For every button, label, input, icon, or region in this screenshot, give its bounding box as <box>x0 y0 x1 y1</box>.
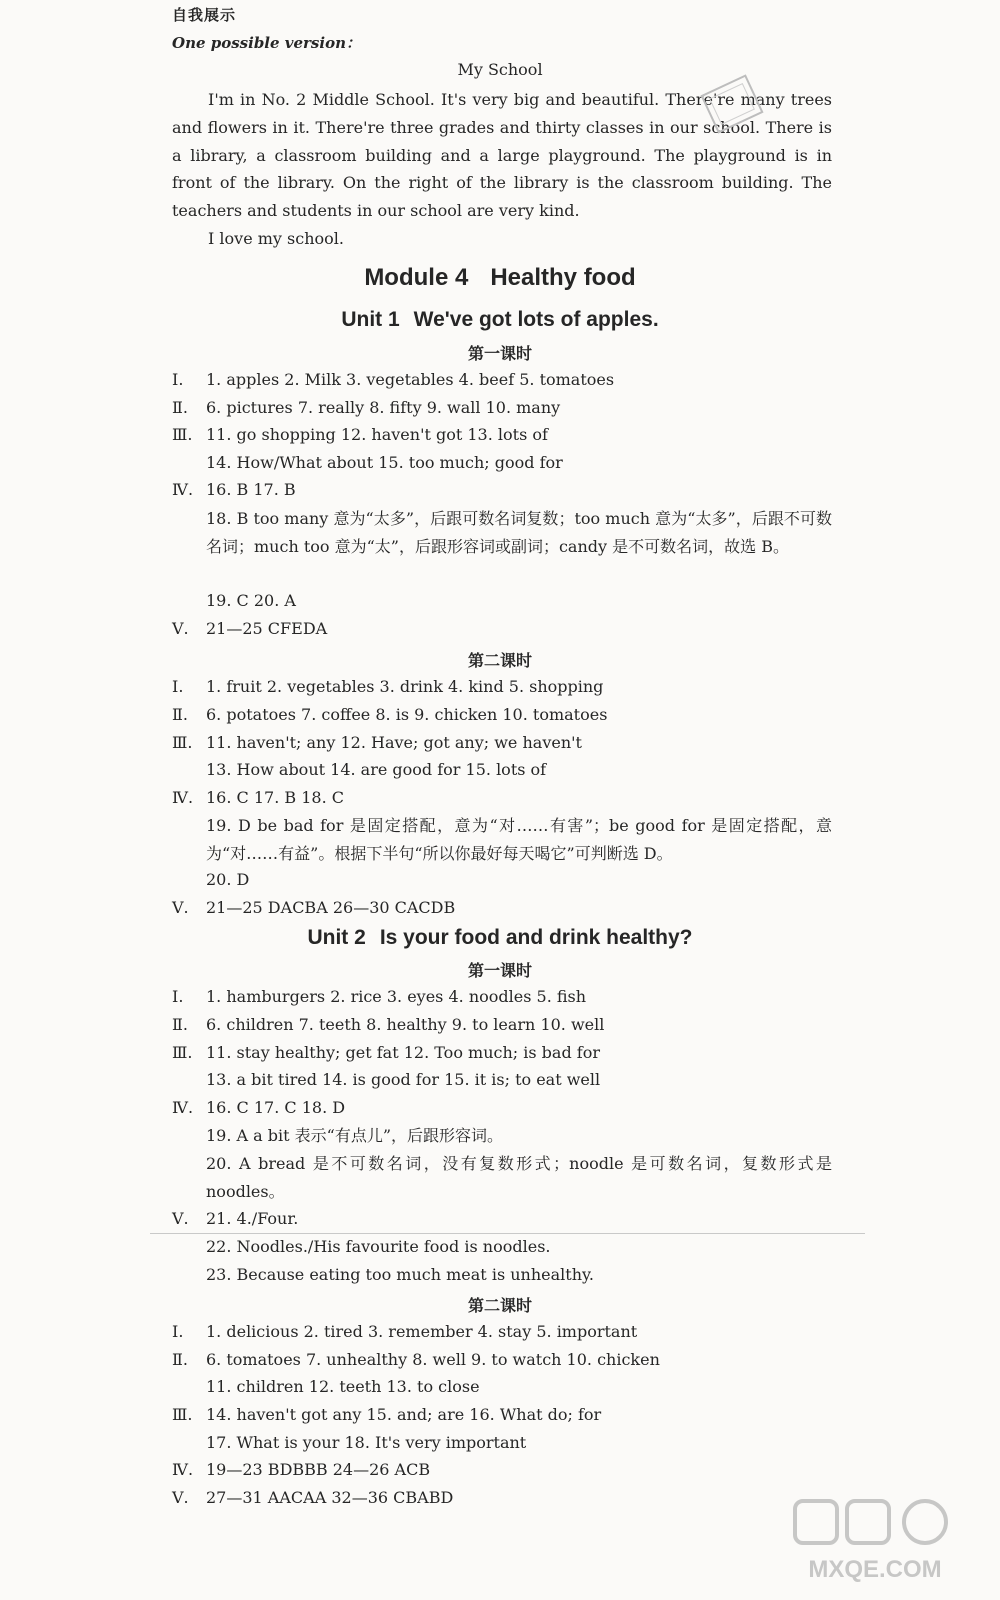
roman-numeral: Ⅳ. <box>172 480 194 499</box>
roman-numeral: Ⅰ. <box>172 677 184 696</box>
roman-numeral: Ⅲ. <box>172 1405 193 1424</box>
answer-row <box>172 987 586 1006</box>
roman-numeral: Ⅳ. <box>172 788 194 807</box>
unit-name: Is your food and drink healthy? <box>379 926 693 949</box>
answer-row <box>172 1405 601 1424</box>
answer-text: 16. C 17. B 18. C <box>206 788 345 807</box>
answer-row <box>172 898 455 917</box>
lesson-title: 第一课时 <box>467 961 532 980</box>
answer-text: 11. go shopping 12. haven't got 13. lots of <box>206 425 548 444</box>
roman-numeral: Ⅴ. <box>172 898 189 917</box>
module-label: Module 4 <box>364 264 469 291</box>
unit-name: We've got lots of apples. <box>413 308 659 331</box>
answer-continuation: 19. C 20. A <box>206 591 296 610</box>
answer-continuation: 13. a bit tired 14. is good for 15. it is; to eat well <box>206 1070 601 1089</box>
roman-numeral: Ⅴ. <box>172 1488 189 1507</box>
essay-paragraph: I'm in No. 2 Middle School. It's very big and beautiful. There're many trees and flowers in it. There're three grades and thirty classes in our school. There is a library, a classroom building and a large playground. The playground is in front of the library. On the right of the library is the classroom building. The teachers and students in our school are very kind. <box>172 90 832 221</box>
answer-text: 21. 4./Four. <box>206 1209 299 1228</box>
answer-row <box>172 1350 660 1369</box>
answer-text: 21—25 CFEDA <box>206 619 328 638</box>
answer-row <box>172 705 607 724</box>
answer-continuation: 22. Noodles./His favourite food is noodles. <box>206 1237 551 1256</box>
answer-continuation: 14. How/What about 15. too much; good for <box>206 453 563 472</box>
answer-row <box>172 677 603 696</box>
answer-row <box>172 370 614 389</box>
roman-numeral: Ⅲ. <box>172 425 193 444</box>
module-title <box>0 264 1000 292</box>
lesson-title: 第一课时 <box>467 344 532 363</box>
roman-numeral: Ⅰ. <box>172 1322 184 1341</box>
unit-label: Unit 2 <box>307 926 366 949</box>
roman-numeral: Ⅴ. <box>172 619 189 638</box>
roman-numeral: Ⅳ. <box>172 1098 194 1117</box>
unit2-title <box>0 926 1000 950</box>
answer-text: 16. C 17. C 18. D <box>206 1098 346 1117</box>
answer-row <box>172 1488 453 1507</box>
roman-numeral: Ⅰ. <box>172 370 184 389</box>
roman-numeral: Ⅴ. <box>172 1209 189 1228</box>
divider <box>150 1233 865 1234</box>
essay-title: My School <box>457 60 543 79</box>
answer-continuation: 23. Because eating too much meat is unhealthy. <box>206 1265 595 1284</box>
answer-explanation: 19. D be bad for 是固定搭配，意为“对……有害”；be good for 是固定搭配，意为“对……有益”。根据下半句“所以你最好每天喝它”可判断选 D。 <box>206 816 832 863</box>
answer-text: 1. hamburgers 2. rice 3. eyes 4. noodles 5. fish <box>206 987 587 1006</box>
answer-row <box>172 1015 604 1034</box>
roman-numeral: Ⅲ. <box>172 733 193 752</box>
answer-text: 6. children 7. teeth 8. healthy 9. to learn 10. well <box>206 1015 605 1034</box>
roman-numeral: Ⅲ. <box>172 1043 193 1062</box>
answer-text: 11. stay healthy; get fat 12. Too much; is bad for <box>206 1043 600 1062</box>
answer-row <box>172 1043 600 1062</box>
answer-row <box>172 1209 298 1228</box>
lesson-title: 第二课时 <box>467 651 532 670</box>
roman-numeral: Ⅱ. <box>172 705 188 724</box>
seal-stamp-icon <box>700 70 770 140</box>
answer-explanation: 20. A bread 是不可数名词，没有复数形式；noodle 是可数名词，复数形式是 noodles。 <box>206 1154 832 1201</box>
essay-paragraph: I love my school. <box>208 228 344 248</box>
answer-explanation: 19. A a bit 表示“有点儿”，后跟形容词。 <box>206 1126 504 1145</box>
answer-text: 1. apples 2. Milk 3. vegetables 4. beef 5. tomatoes <box>206 370 615 389</box>
answer-row <box>172 1460 430 1479</box>
watermark-logo <box>775 1495 975 1585</box>
answer-text: 1. fruit 2. vegetables 3. drink 4. kind 5. shopping <box>206 677 604 696</box>
answer-text: 11. haven't; any 12. Have; got any; we haven't <box>206 733 582 752</box>
answer-row <box>172 398 560 417</box>
answer-row <box>172 788 344 807</box>
answer-text: 14. haven't got any 15. and; are 16. What do; for <box>206 1405 602 1424</box>
answer-text: 19—23 BDBBB 24—26 ACB <box>206 1460 431 1479</box>
roman-numeral: Ⅰ. <box>172 987 184 1006</box>
watermark-text: MXQE.COM <box>808 1556 942 1583</box>
answer-row <box>172 619 327 638</box>
answer-text: 6. pictures 7. really 8. fifty 9. wall 10. many <box>206 398 561 417</box>
answer-row <box>172 1322 637 1341</box>
answer-row <box>172 733 582 752</box>
unit1-title <box>0 308 1000 332</box>
answer-explanation: 18. B too many 意为“太多”，后跟可数名词复数；too much 意为“太多”，后跟不可数名词；much too 意为“太”，后跟形容词或副词；candy 是不可数名词，故选 B。 <box>206 509 832 556</box>
answer-row <box>172 425 548 444</box>
module-name: Healthy food <box>490 264 636 291</box>
roman-numeral: Ⅱ. <box>172 398 188 417</box>
answer-text: 6. potatoes 7. coffee 8. is 9. chicken 10. tomatoes <box>206 705 608 724</box>
answer-continuation: 20. D <box>206 870 250 889</box>
section-heading: 自我展示 <box>172 6 237 24</box>
answer-text: 16. B 17. B <box>206 480 296 499</box>
answer-row <box>172 480 296 499</box>
answer-text: 6. tomatoes 7. unhealthy 8. well 9. to watch 10. chicken <box>206 1350 660 1369</box>
answer-row <box>172 1098 345 1117</box>
answer-continuation: 17. What is your 18. It's very important <box>206 1433 527 1452</box>
answer-continuation: 13. How about 14. are good for 15. lots of <box>206 760 547 779</box>
answer-text: 27—31 AACAA 32—36 CBABD <box>206 1488 454 1507</box>
unit-label: Unit 1 <box>341 308 400 331</box>
answer-text: 21—25 DACBA 26—30 CACDB <box>206 898 456 917</box>
answer-text: 1. delicious 2. tired 3. remember 4. stay 5. important <box>206 1322 638 1341</box>
roman-numeral: Ⅳ. <box>172 1460 194 1479</box>
version-label: One possible version： <box>172 34 361 52</box>
roman-numeral: Ⅱ. <box>172 1350 188 1369</box>
roman-numeral: Ⅱ. <box>172 1015 188 1034</box>
lesson-title: 第二课时 <box>467 1296 532 1315</box>
answer-continuation: 11. children 12. teeth 13. to close <box>206 1377 480 1396</box>
